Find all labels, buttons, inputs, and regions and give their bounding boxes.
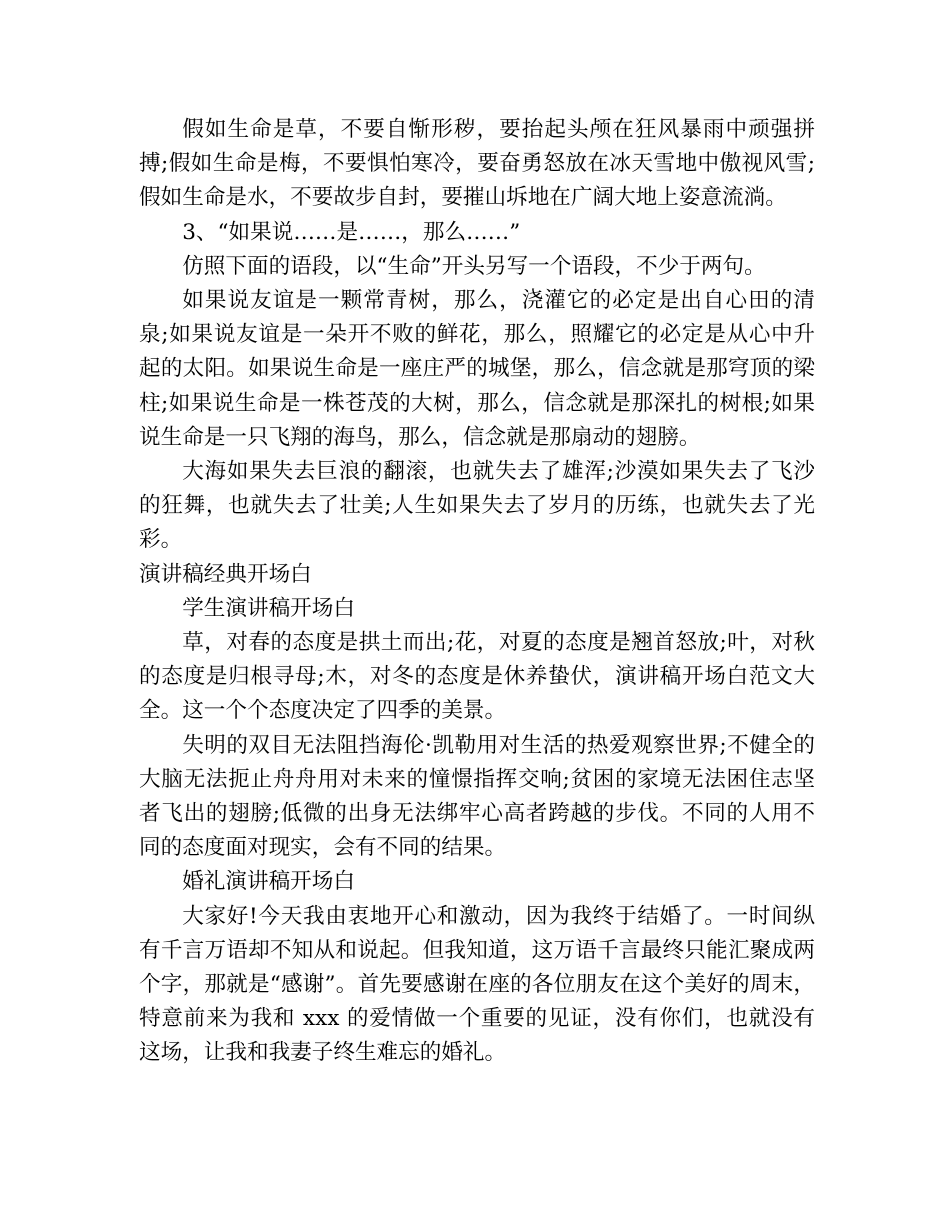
paragraph-wedding-greeting: 大家好!今天我由衷地开心和激动，因为我终于结婚了。一时间纵有千言万语却不知从和说起。但我知道，这万语千言最终只能汇聚成两个字，那就是“感谢”。首先要感谢在座的各位朋友在这个美好的周末，特意前来为我和 xxx 的爱情做一个重要的见证，没有你们，也就没有这场，让我和我妻子终生难忘的婚礼。 [139,903,815,1066]
document-body [139,113,815,1071]
paragraph-sea-desert-life: 大海如果失去巨浪的翻滚，也就失去了雄浑;沙漠如果失去了飞沙的狂舞，也就失去了壮美;人生如果失去了岁月的历练，也就失去了光彩。 [139,459,815,553]
exercise-heading-3: 3、“如果说……是……，那么……” [182,219,521,245]
paragraph-seasons-attitude: 草，对春的态度是拱土而出;花，对夏的态度是翘首怒放;叶，对秋的态度是归根寻母;木，对冬的态度是休养蛰伏，演讲稿开场白范文大全。这一个个态度决定了四季的美景。 [139,630,815,724]
paragraph-helen-keller: 失明的双目无法阻挡海伦·凯勒用对生活的热爱观察世界;不健全的大脑无法扼止舟舟用对未来的憧憬指挥交响;贫困的家境无法困住志坚者飞出的翅膀;低微的出身无法绑牢心高者跨越的步伐。不同的人用不同的态度面对现实，会有不同的结果。 [139,732,815,861]
subsection-title-wedding-speech: 婚礼演讲稿开场白 [182,869,355,895]
subsection-title-student-speech: 学生演讲稿开场白 [182,595,355,621]
section-title-speech-openings: 演讲稿经典开场白 [139,561,312,587]
paragraph-life-metaphors: 假如生命是草，不要自惭形秽，要抬起头颅在狂风暴雨中顽强拼搏;假如生命是梅，不要惧怕寒冷，要奋勇怒放在冰天雪地中傲视风雪;假如生命是水，不要故步自封，要摧山坼地在广阔大地上姿意流淌。 [139,117,815,211]
paragraph-friendship-life: 如果说友谊是一颗常青树，那么，浇灌它的必定是出自心田的清泉;如果说友谊是一朵开不败的鲜花，那么，照耀它的必定是从心中升起的太阳。如果说生命是一座庄严的城堡，那么，信念就是那穹顶的梁柱;如果说生命是一株苍茂的大树，那么，信念就是那深扎的树根;如果说生命是一只飞翔的海鸟，那么，信念就是那扇动的翅膀。 [139,288,815,450]
exercise-instruction: 仿照下面的语段，以“生命”开头另写一个语段，不少于两句。 [182,253,766,279]
